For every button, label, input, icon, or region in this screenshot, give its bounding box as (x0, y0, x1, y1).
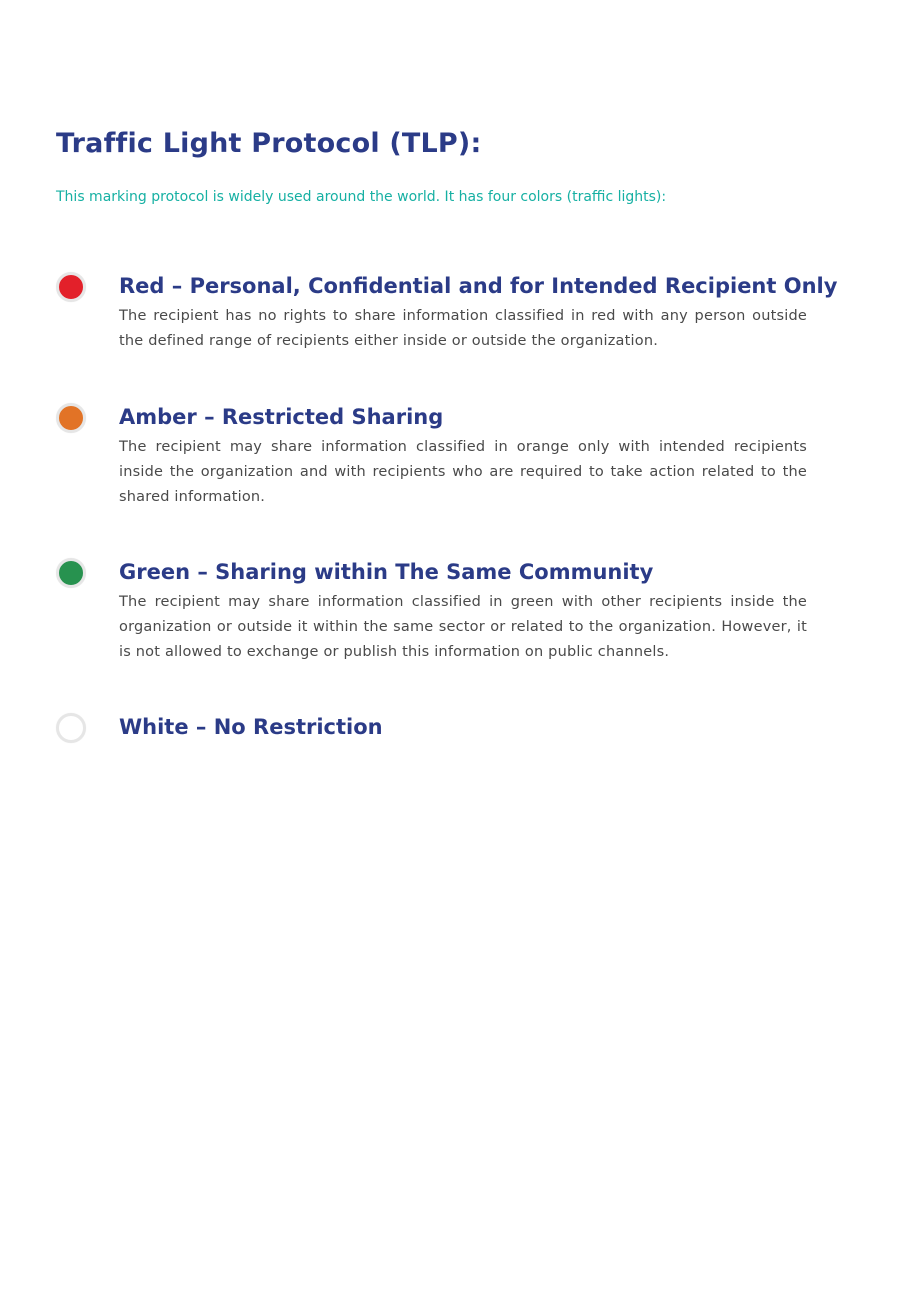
amber-dot-icon (56, 403, 86, 433)
page-title: Traffic Light Protocol (TLP): (56, 128, 482, 159)
level-description: The recipient may share information classified in green with other recipients inside the organization or outside it within the same sector or related to the organization. However, it is not allowed to exchange or publish this information on public channels. (119, 594, 807, 660)
red-dot-icon (56, 272, 86, 302)
level-description: The recipient may share information classified in orange only with intended recipients inside the organization and with recipients who are required to take action related to the shared information. (119, 439, 807, 505)
level-heading: Red – Personal, Confidential and for Intended Recipient Only (119, 274, 838, 298)
intro-text: This marking protocol is widely used around the world. It has four colors (traffic lights): (56, 189, 667, 205)
level-heading: Green – Sharing within The Same Community (119, 560, 654, 584)
white-dot-icon (56, 713, 86, 743)
level-heading: Amber – Restricted Sharing (119, 405, 444, 429)
green-dot-icon (56, 558, 86, 588)
level-heading: White – No Restriction (119, 715, 383, 739)
level-description: The recipient has no rights to share information classified in red with any person outside the defined range of recipients either inside or outside the organization. (119, 308, 807, 349)
